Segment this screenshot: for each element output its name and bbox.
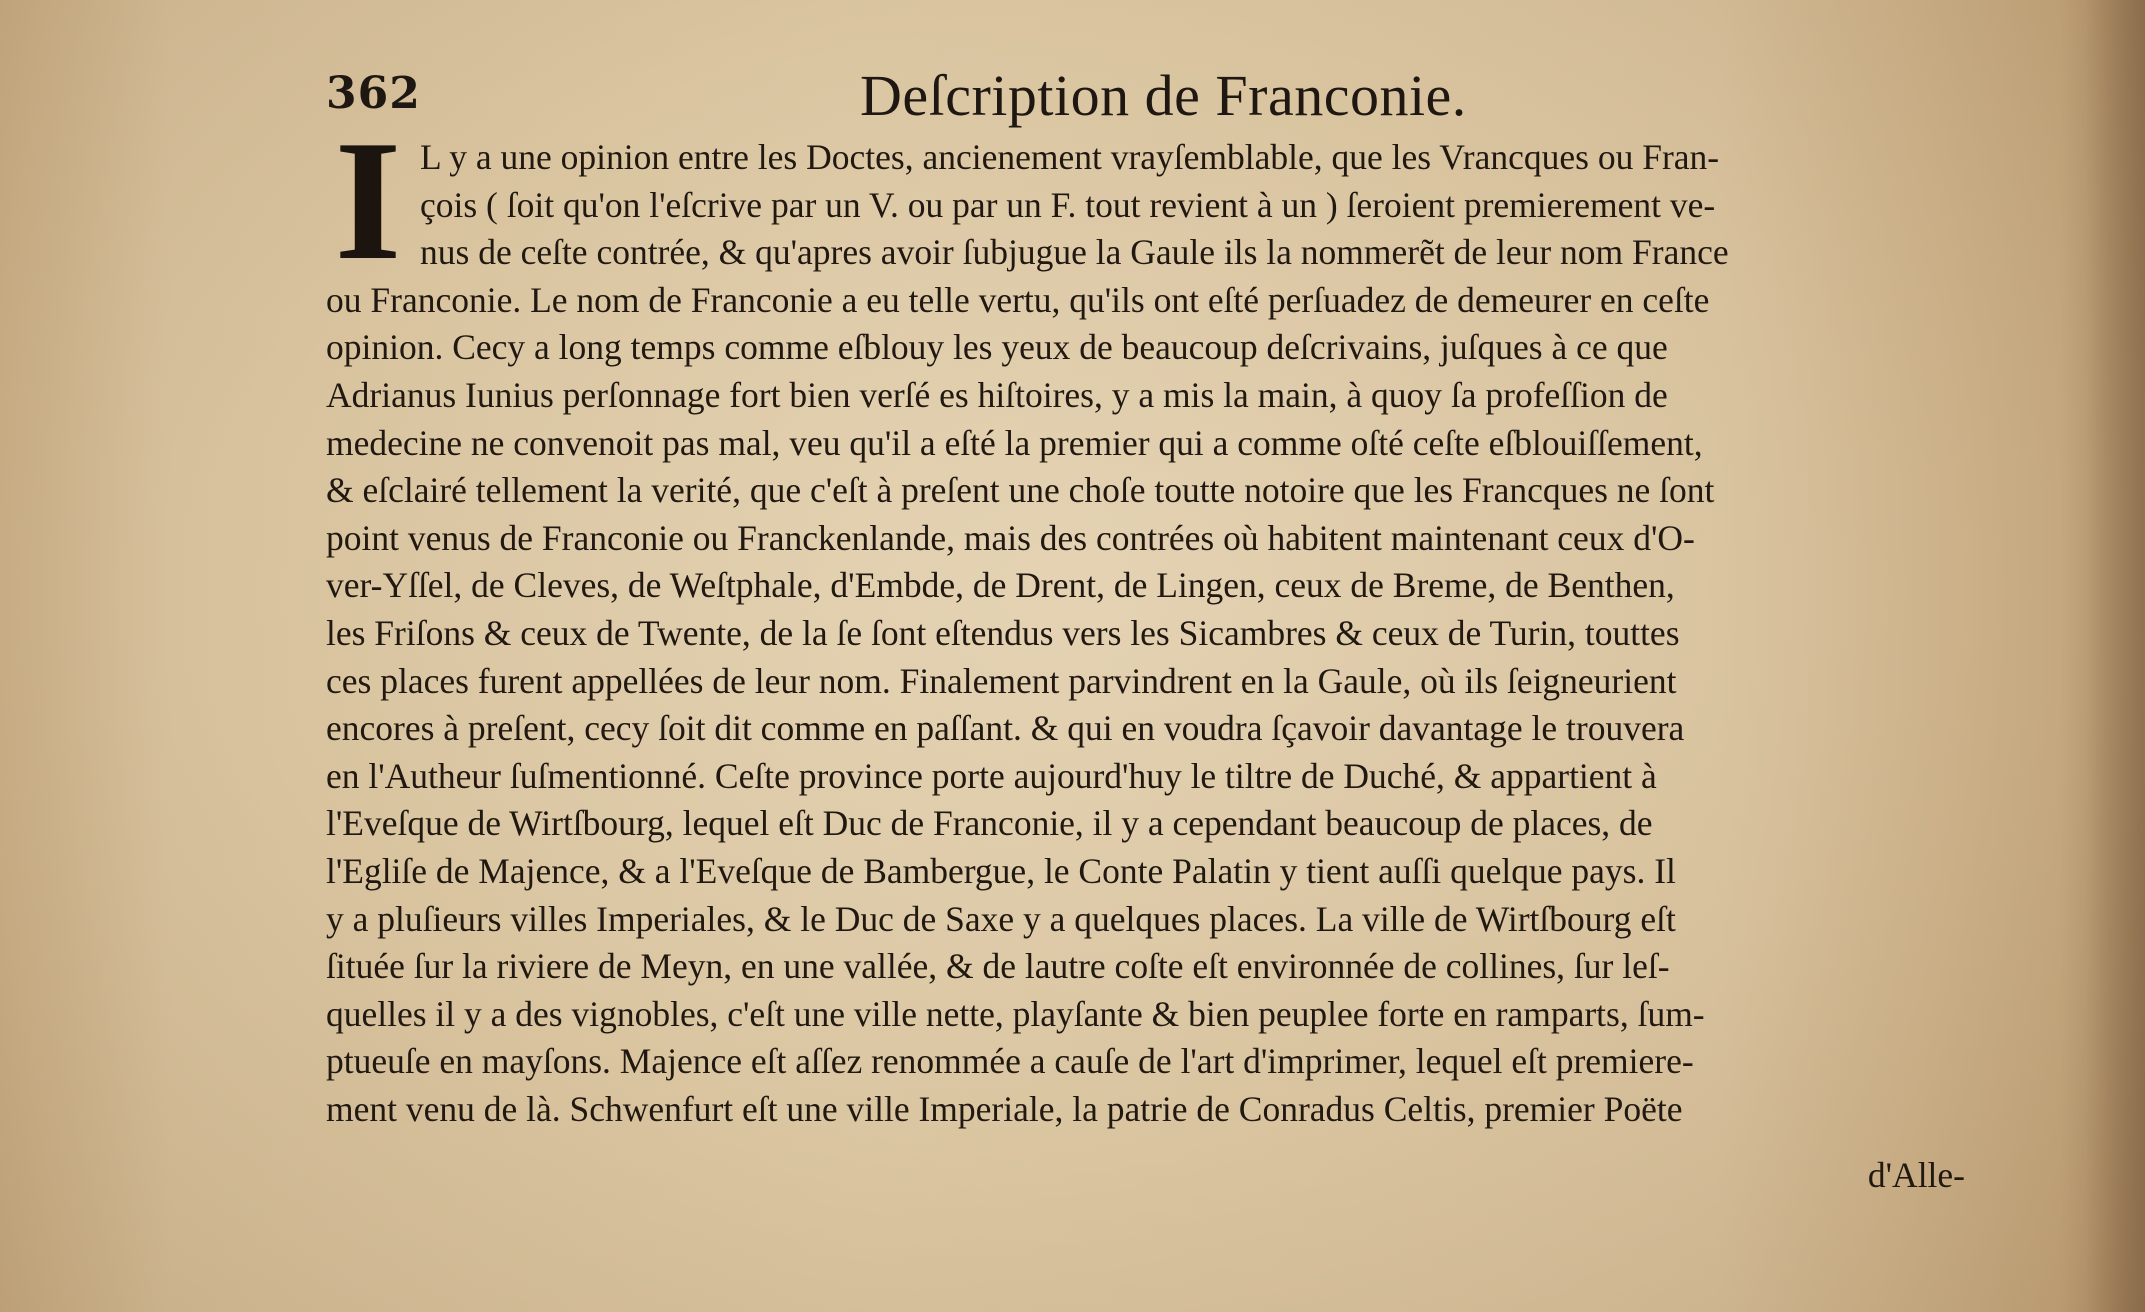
text-line: çois ( ſoit qu'on l'eſcrive par un V. ou par un F. tout revient à un ) ſeroient premierement ve- [420,184,1716,225]
page-header [326,62,1966,132]
text-line: opinion. Cecy a long temps comme eſblouy les yeux de beaucoup deſcrivains, juſques à ce que [326,327,1668,368]
text-line: ver-Yſſel, de Cleves, de Weſtphale, d'Embde, de Drent, de Lingen, ceux de Breme, de Benthen, [326,565,1675,606]
text-line: encores à preſent, cecy ſoit dit comme en paſſant. & qui en voudra ſçavoir davantage le trouvera [326,708,1685,749]
text-line: les Friſons & ceux de Twente, de la ſe ſont eſtendus vers les Sicambres & ceux de Turin, touttes [326,612,1680,653]
text-line: medecine ne convenoit pas mal, veu qu'il a eſté la premier qui a comme oſté ceſte eſblouiſſement, [326,422,1703,463]
text-line: l'Egliſe de Majence, & a l'Eveſque de Bambergue, le Conte Palatin y tient auſſi quelque pays. Il [326,850,1676,891]
text-line: & eſclairé tellement la verité, que c'eſt à preſent une choſe toutte notoire que les Francques ne ſont [326,470,1715,511]
running-title: Deſcription de Franconie. [860,63,1467,128]
text-line: ou Franconie. Le nom de Franconie a eu telle vertu, qu'ils ont eſté perſuadez de demeurer en ceſte [326,279,1710,320]
text-line: y a pluſieurs villes Imperiales, & le Duc de Saxe y a quelques places. La ville de Wirtſbourg eſt [326,898,1676,939]
text-line: nus de ceſte contrée, & qu'apres avoir ſubjugue la Gaule ils la nommerẽt de leur nom France [420,232,1729,273]
text-line: quelles il y a des vignobles, c'eſt une ville nette, playſante & bien peuplee forte en ramparts, ſum- [326,993,1705,1034]
page-number: 362 [326,68,421,119]
text-line: l'Eveſque de Wirtſbourg, lequel eſt Duc de Franconie, il y a cependant beaucoup de places, de [326,803,1653,844]
catchword: d'Alle- [1867,1155,1965,1195]
text-line: ment venu de là. Schwenfurt eſt une ville Imperiale, la patrie de Conradus Celtis, premier Poëte [326,1088,1683,1129]
text-line: ptueuſe en mayſons. Majence eſt aſſez renommée a cauſe de l'art d'imprimer, lequel eſt premiere- [326,1041,1694,1082]
page-edge-shadow [2085,0,2145,1312]
text-line: point venus de Franconie ou Franckenlande, mais des contrées où habitent maintenant ceux d'O- [326,517,1695,558]
drop-cap: I [334,136,402,266]
text-line: Adrianus Iunius perſonnage fort bien verſé es hiſtoires, y a mis la main, à quoy ſa profeſſion de [326,374,1668,415]
body-text [326,134,1966,1133]
text-line: ſituée ſur la riviere de Meyn, en une vallée, & de lautre coſte eſt environnée de collines, ſur leſ- [326,946,1670,987]
text-line: ces places furent appellées de leur nom. Finalement parvindrent en la Gaule, où ils ſeigneurient [326,660,1677,701]
text-line: L y a une opinion entre les Doctes, ancienement vrayſemblable, que les Vrancques ou Fran- [420,137,1720,177]
text-line: en l'Autheur ſuſmentionné. Ceſte province porte aujourd'huy le tiltre de Duché, & appartient à [326,755,1657,796]
